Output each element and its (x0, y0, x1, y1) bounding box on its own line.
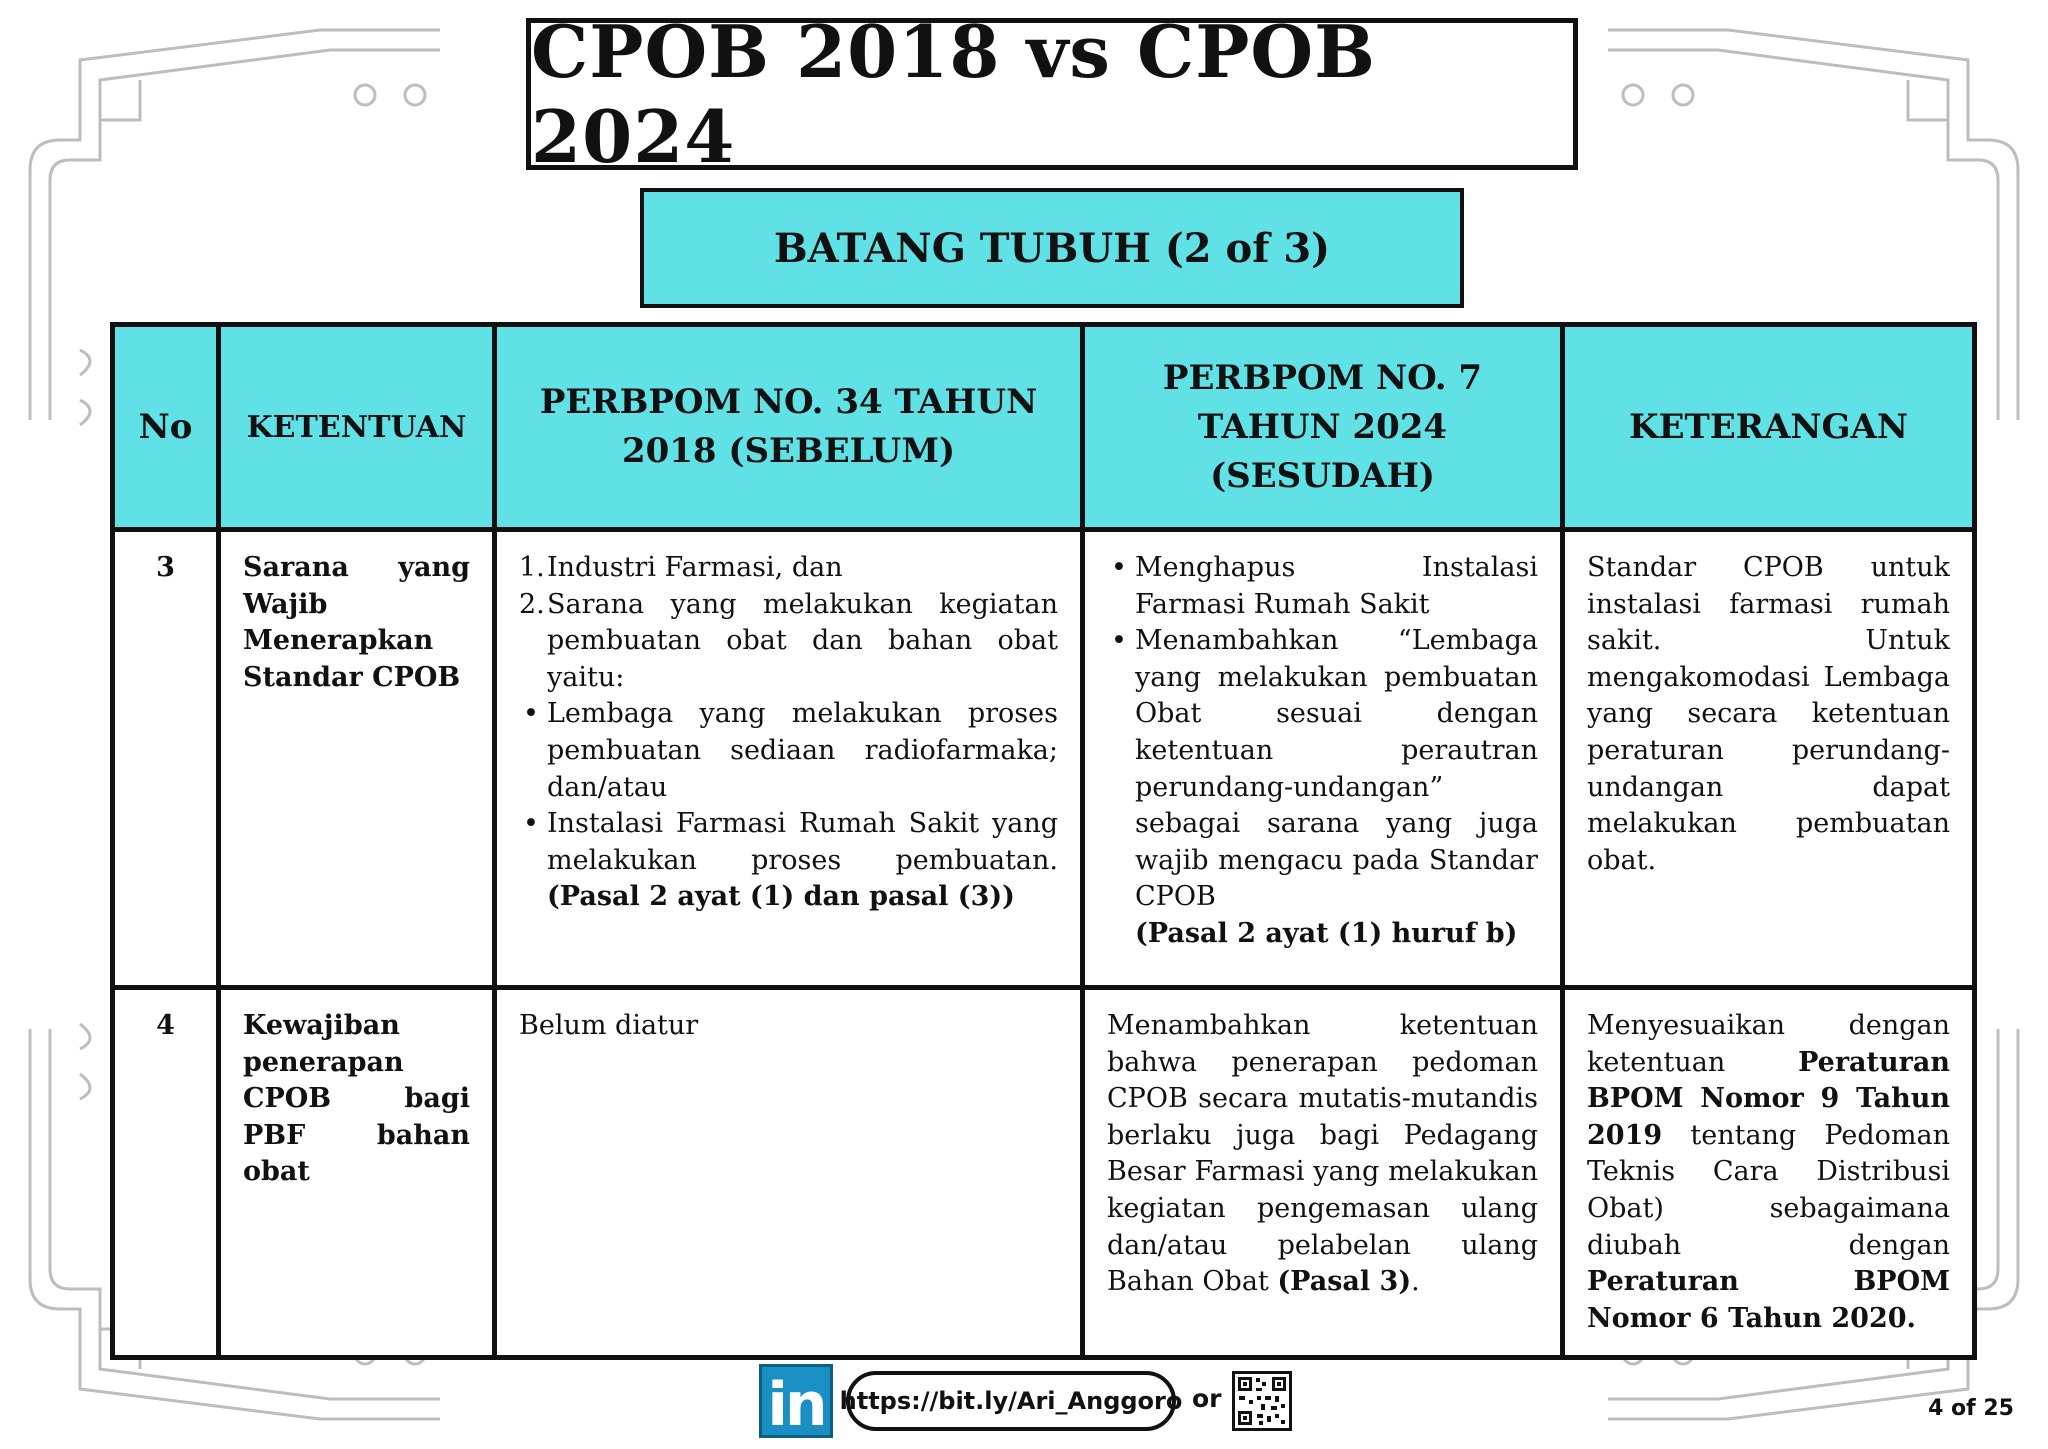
list-item (519, 550, 1058, 587)
qr-code-icon[interactable] (1232, 1371, 1292, 1431)
or-separator: or (1192, 1384, 1222, 1413)
header-sebelum: PERBPOM NO. 34 TAHUN 2018 (SEBELUM) (495, 325, 1083, 530)
list-item (519, 806, 1058, 916)
list-item (519, 587, 1058, 697)
table-row (113, 530, 1975, 988)
row-sebelum (495, 530, 1083, 988)
header-no: No (113, 325, 219, 530)
legal-reference: (Pasal 2 ayat (1) huruf b) (1135, 917, 1518, 949)
linkedin-logo-text: in (767, 1370, 825, 1440)
qr-code-graphic (1235, 1374, 1289, 1428)
table-header-row (113, 325, 1975, 530)
section-subtitle: BATANG TUBUH (2 of 3) (773, 224, 1331, 272)
list-item-text: Menambahkan “Lembaga yang melakukan pembuatan Obat sesuai dengan ketentuan perautran perundang-undangan” sebagai sarana yang juga wajib mengacu pada Standar CPOB (1135, 625, 1538, 913)
legal-reference: (Pasal 2 ayat (1) dan pasal (3)) (547, 881, 1015, 913)
list-item (1107, 623, 1538, 952)
row-sesudah-text: Menambahkan ketentuan bahwa penerapan pedoman CPOB secara mutatis-mutandis berlaku juga bagi Pedagang Besar Farmasi yang melakukan kegiatan pengemasan ulang dan/atau pelabelan ulang Bahan Obat (1107, 1010, 1538, 1298)
subtitle-box (640, 188, 1464, 308)
row-ketentuan: Kewajiban penerapan CPOB bagi PBF bahan obat (219, 988, 495, 1358)
header-keterangan: KETERANGAN (1563, 325, 1975, 530)
page-title: CPOB 2018 vs CPOB 2024 (531, 9, 1376, 179)
profile-url: https://bit.ly/Ari_Anggoro (839, 1387, 1183, 1415)
bullet-list (519, 696, 1058, 916)
period: . (1411, 1266, 1420, 1298)
table-row (113, 988, 1975, 1358)
row-keterangan: Standar CPOB untuk instalasi farmasi rumah sakit. Untuk mengakomodasi Lembaga yang secara ketentuan peraturan perundang-undangan dapat melakukan pembuatan obat. (1563, 530, 1975, 988)
row-keterangan (1563, 988, 1975, 1358)
row-sesudah (1083, 530, 1563, 988)
list-item-text: Instalasi Farmasi Rumah Sakit yang melakukan proses pembuatan. (547, 808, 1058, 876)
comparison-table (110, 322, 1977, 1360)
header-sesudah: PERBPOM NO. 7 TAHUN 2024 (SESUDAH) (1083, 325, 1563, 530)
row-sesudah (1083, 988, 1563, 1358)
title-box (526, 9, 1578, 179)
list-item-text: Industri Farmasi, dan (547, 552, 843, 583)
keterangan-text: Menyesuaikan dengan ketentuan (1587, 1010, 1950, 1078)
header-ketentuan: KETENTUAN (219, 325, 495, 530)
list-item-text: Sarana yang melakukan kegiatan pembuatan obat dan bahan obat yaitu: (547, 588, 1058, 693)
keterangan-text: tentang Pedoman Teknis Cara Distribusi Obat) sebagaimana diubah dengan (1587, 1119, 1950, 1261)
regulation-reference: Peraturan BPOM Nomor 9 Tahun 2019 (1587, 1046, 1950, 1151)
row-ketentuan: Sarana yang Wajib Menerapkan Standar CPOB (219, 530, 495, 988)
list-item: • Menghapus Instalasi Farmasi Rumah Sakit (1107, 550, 1538, 623)
list-item: • Lembaga yang melakukan proses pembuatan sediaan radiofarmaka; dan/atau (519, 696, 1058, 806)
row-number: 4 (113, 988, 219, 1358)
page-number: 4 of 25 (1928, 1396, 2014, 1421)
row-number: 3 (113, 530, 219, 988)
row-sebelum: Belum diatur (495, 988, 1083, 1358)
legal-reference: (Pasal 3) (1277, 1266, 1412, 1298)
profile-link[interactable] (839, 1371, 1183, 1431)
regulation-reference: Peraturan BPOM Nomor 6 Tahun 2020. (1587, 1266, 1950, 1334)
bullet-list (1107, 550, 1538, 953)
linkedin-icon[interactable] (759, 1364, 833, 1438)
numbered-list (519, 550, 1058, 696)
